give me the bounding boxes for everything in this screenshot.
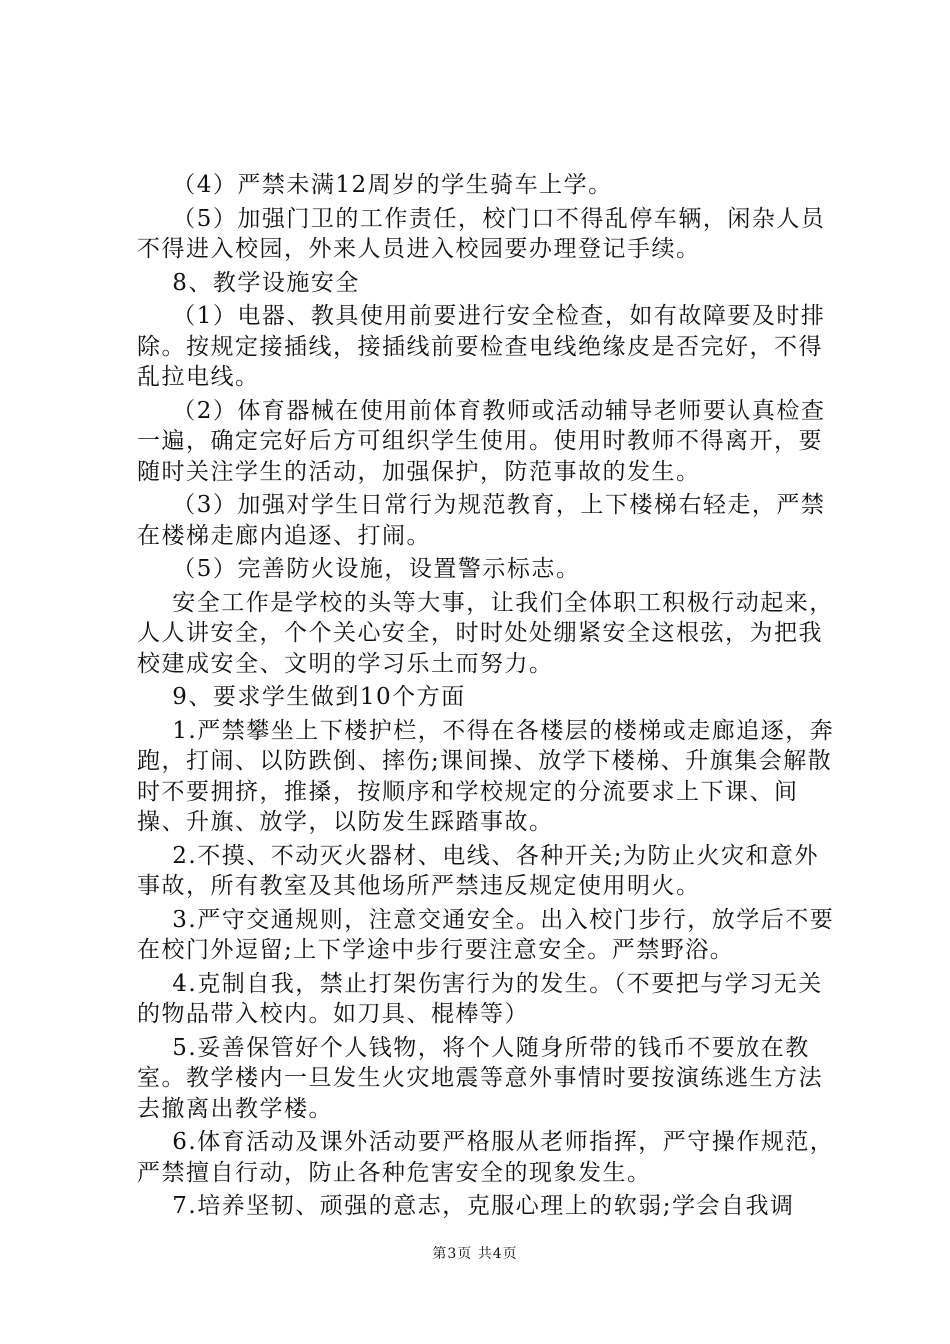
paragraph-facilities-1: （1）电器、教具使用前要进行安全检查，如有故障要及时排除。按规定接插线，接插线前要检查电线绝缘皮是否完好，不得乱拉电线。 [137,303,826,390]
requirement-item-3: 3.严守交通规则，注意交通安全。出入校门步行，放学后不要在校门外逗留;上下学途中步行要注意安全。严禁野浴。 [137,906,835,963]
section-heading-student-requirements: 9、要求学生做到10个方面 [137,684,466,710]
requirement-item-7: 7.培养坚韧、顽强的意志，克服心理上的软弱;学会自我调 [137,1193,795,1219]
requirement-item-6: 6.体育活动及课外活动要严格服从老师指挥，严守操作规范，严禁擅自行动，防止各种危害安全的现象发生。 [137,1129,835,1186]
requirement-item-2: 2.不摸、不动灭火器材、电线、各种开关;为防止火灾和意外事故，所有教室及其他场所严禁违反规定使用明火。 [137,842,819,899]
paragraph-gate-4: （4）严禁未满12周岁的学生骑车上学。 [137,172,613,198]
paragraph-facilities-2: （2）体育器械在使用前体育教师或活动辅导老师要认真检查一遍，确定完好后方可组织学生使用。使用时教师不得离开，要随时关注学生的活动，加强保护，防范事故的发生。 [137,397,826,485]
requirement-item-1: 1.严禁攀坐上下楼护栏，不得在各楼层的楼梯或走廊追逐，奔跑，打闹、以防跌倒、摔伤;课间操、放学下楼梯、升旗集会解散时不要拥挤，推搡，按顺序和学校规定的分流要求上下课、间操、升旗、放学，以防发生踩踏事故。 [137,717,835,835]
section-heading-teaching-facilities: 8、教学设施安全 [137,269,360,296]
requirement-item-5: 5.妥善保管好个人钱物，将个人随身所带的钱币不要放在教室。教学楼内一旦发生火灾地震等意外事情时要按演练逃生方法去撤离出教学楼。 [137,1034,823,1122]
page-number-footer: 第3页 共4页 [432,1246,518,1262]
requirement-item-4: 4.克制自我，禁止打架伤害行为的发生。（不要把与学习无关的物品带入校内。如刀具、棍棒等） [137,970,823,1027]
paragraph-facilities-3: （3）加强对学生日常行为规范教育，上下楼梯右轻走，严禁在楼梯走廊内追逐、打闹。 [137,492,826,549]
paragraph-gate-5: （5）加强门卫的工作责任，校门口不得乱停车辆，闲杂人员不得进入校园，外来人员进入校园要办理登记手续。 [137,205,826,262]
paragraph-facilities-5: （5）完善防火设施，设置警示标志。 [137,556,581,582]
document-body [137,170,837,1222]
paragraph-safety-summary: 安全工作是学校的头等大事，让我们全体职工积极行动起来，人人讲安全，个个关心安全，时时处处绷紧安全这根弦，为把我校建成安全、文明的学习乐土而努力。 [137,589,834,677]
